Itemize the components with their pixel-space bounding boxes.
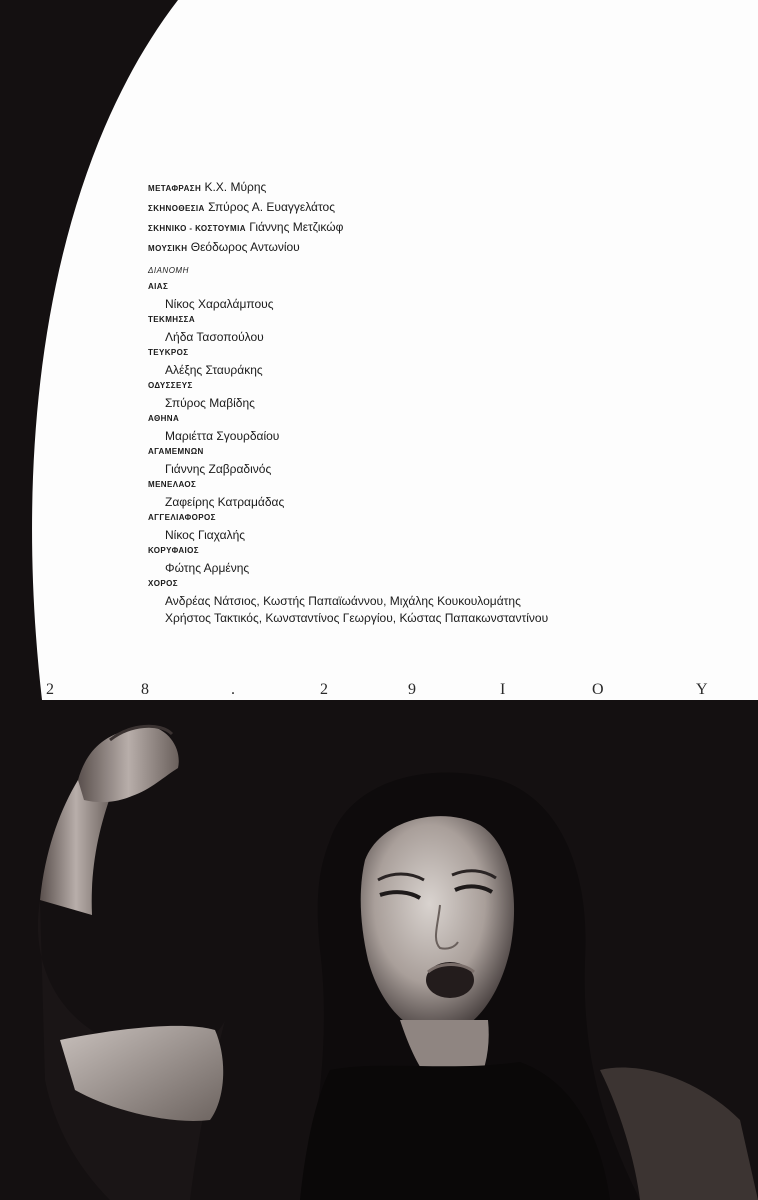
credit-role: ΜΟΥΣΙΚΗ	[148, 244, 188, 253]
cast-role: ΟΔΥΣΣΕΥΣ	[148, 381, 193, 390]
credit-name: Κ.Χ. Μύρης	[204, 180, 267, 194]
cast-role: ΜΕΝΕΛΑΟΣ	[148, 480, 197, 489]
date-char: 9	[408, 681, 416, 698]
chorus-line: Χρήστος Τακτικός, Κωνσταντίνος Γεωργίου, Κώστας Παπακωνσταντίνου	[165, 611, 549, 625]
cast-role: ΑΘΗΝΑ	[148, 414, 180, 423]
date-char: 8	[141, 681, 149, 698]
date-char: .	[231, 681, 235, 698]
cast-role: ΤΕΥΚΡΟΣ	[148, 348, 189, 357]
date-char: 2	[320, 681, 328, 698]
cast-actor: Νίκος Χαραλάμπους	[165, 297, 274, 311]
cast-actor: Ζαφείρης Κατραμάδας	[165, 495, 285, 509]
credit-music	[148, 238, 343, 258]
cast-actor: Φώτης Αρμένης	[165, 561, 250, 575]
cast-role: ΑΓΓΕΛΙΑΦΟΡΟΣ	[148, 513, 216, 522]
cast-actor: Μαριέττα Σγουρδαίου	[165, 429, 280, 443]
date-char: Ο	[592, 681, 604, 698]
chorus-role: ΧΟΡΟΣ	[148, 579, 178, 588]
date-char: Υ	[696, 681, 708, 698]
credit-set-costumes	[148, 218, 343, 238]
cast-actor: Σπύρος Μαβίδης	[165, 396, 255, 410]
date-strip	[0, 680, 758, 700]
credit-direction	[148, 198, 343, 218]
date-char: 2	[46, 681, 54, 698]
cast-role: ΚΟΡΥΦΑΙΟΣ	[148, 546, 199, 555]
credit-role: ΣΚΗΝΙΚΟ - ΚΟΣΤΟΥΜΙΑ	[148, 224, 246, 233]
credit-role: ΜΕΤΑΦΡΑΣΗ	[148, 184, 202, 193]
singing-actress-photo	[0, 700, 758, 1200]
cast-role: ΑΓΑΜΕΜΝΩΝ	[148, 447, 204, 456]
chorus-line: Ανδρέας Νάτσιος, Κωστής Παπαϊωάννου, Μιχάλης Κουκουλομάτης	[165, 594, 521, 608]
credit-translation	[148, 178, 343, 198]
cast-heading: ΔΙΑΝΟΜΗ	[148, 266, 189, 275]
cast-actor: Λήδα Τασοπούλου	[165, 330, 264, 344]
cast-actor: Αλέξης Σταυράκης	[165, 363, 263, 377]
cast-role: ΤΕΚΜΗΣΣΑ	[148, 315, 196, 324]
cast-role: ΑΙΑΣ	[148, 282, 169, 291]
cast-actor: Γιάννης Ζαβραδινός	[165, 462, 272, 476]
cast-actor: Νίκος Γιαχαλής	[165, 528, 246, 542]
production-credits	[148, 178, 343, 258]
credit-name: Σπύρος Α. Ευαγγελάτος	[208, 200, 336, 214]
credit-role: ΣΚΗΝΟΘΕΣΙΑ	[148, 204, 205, 213]
credit-name: Γιάννης Μετζικώφ	[249, 220, 344, 234]
credit-name: Θεόδωρος Αντωνίου	[190, 240, 300, 254]
date-char: Ι	[500, 681, 506, 698]
cast-list	[148, 281, 548, 627]
